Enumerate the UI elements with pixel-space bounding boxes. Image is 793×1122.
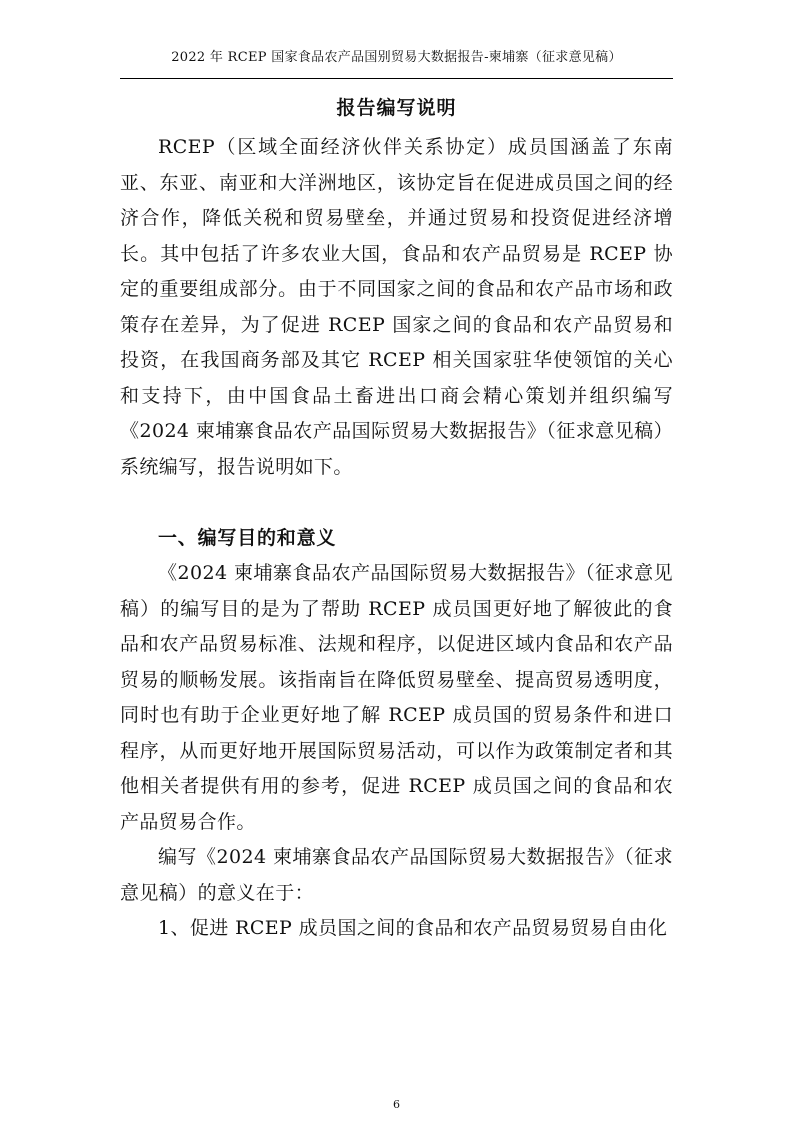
- document-title: 报告编写说明: [336, 97, 457, 119]
- significance-intro-paragraph: 编写《2024 柬埔寨食品农产品国际贸易大数据报告》（征求意见稿）的意义在于：: [120, 846, 673, 904]
- page-number: 6: [393, 1098, 400, 1111]
- intro-paragraph: RCEP（区域全面经济伙伴关系协定）成员国涵盖了东南亚、东亚、南亚和大洋洲地区，该协定旨在促进成员国之间的经济合作，降低关税和贸易壁垒，并通过贸易和投资促进经济增长。其中包括了许多农业大国，食品和农产品贸易是 RCEP 协定的重要组成部分。由于不同国家之间的食品和农产品市场和政策存在差异，为了促进 RCEP 国家之间的食品和农产品贸易和投资，在我国商务部及其它 RCEP 相关国家驻华使领馆的关心和支持下，由中国食品土畜进出口商会精心策划并组织编写《2024 柬埔寨食品农产品国际贸易大数据报告》（征求意见稿）系统编写，报告说明如下。: [120, 136, 673, 478]
- running-header: 2022 年 RCEP 国家食品农产品国别贸易大数据报告-柬埔寨（征求意见稿）: [171, 50, 622, 65]
- purpose-paragraph: 《2024 柬埔寨食品农产品国际贸易大数据报告》（征求意见稿）的编写目的是为了帮助 RCEP 成员国更好地了解彼此的食品和农产品贸易标准、法规和程序，以促进区域内食品和农产品贸易的顺畅发展。该指南旨在降低贸易壁垒、提高贸易透明度，同时也有助于企业更好地了解 RCEP 成员国的贸易条件和进口程序，从而更好地开展国际贸易活动，可以作为政策制定者和其他相关者提供有用的参考，促进 RCEP 成员国之间的食品和农产品贸易合作。: [120, 562, 673, 833]
- header-divider: [120, 78, 673, 79]
- section-heading-purpose: 一、编写目的和意义: [158, 526, 337, 549]
- document-body: [120, 130, 673, 947]
- section-spacer: [120, 485, 673, 521]
- significance-item-1: 1、促进 RCEP 成员国之间的食品和农产品贸易贸易自由化: [158, 917, 668, 939]
